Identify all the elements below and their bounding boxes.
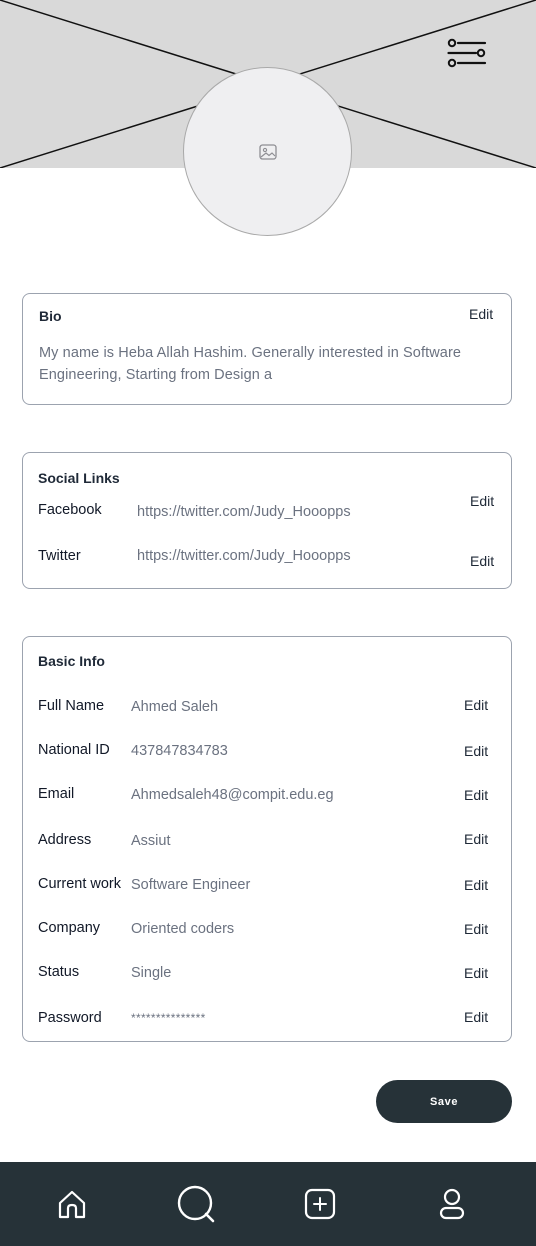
- social-links-title: Social Links: [38, 470, 120, 486]
- add-icon: [303, 1187, 337, 1221]
- basic-value-status: Single: [131, 965, 172, 981]
- basic-label-email: Email: [38, 786, 75, 802]
- save-button[interactable]: Save: [376, 1080, 512, 1123]
- nav-add[interactable]: [300, 1184, 340, 1224]
- basic-label-company: Company: [38, 920, 101, 936]
- bio-card: [22, 293, 512, 405]
- social-label-facebook: Facebook: [38, 502, 102, 518]
- nav-search[interactable]: [176, 1184, 216, 1224]
- basic-edit-current-work[interactable]: Edit: [464, 877, 489, 893]
- basic-edit-email[interactable]: Edit: [464, 787, 489, 803]
- search-icon: [176, 1184, 216, 1224]
- basic-label-address: Address: [38, 832, 92, 848]
- filter-settings-button[interactable]: [444, 36, 490, 70]
- bio-title: Bio: [39, 308, 62, 324]
- basic-value-national-id: 437847834783: [131, 743, 228, 759]
- basic-label-national-id: National ID: [38, 742, 110, 758]
- basic-label-current-work: Current work: [38, 876, 121, 892]
- basic-value-password: ***************: [131, 1011, 206, 1025]
- social-edit-twitter[interactable]: Edit: [470, 553, 495, 569]
- nav-profile[interactable]: [432, 1184, 472, 1224]
- basic-value-address: Assiut: [131, 833, 171, 849]
- basic-info-title: Basic Info: [38, 653, 105, 669]
- basic-label-password: Password: [38, 1010, 102, 1026]
- basic-value-email: Ahmedsaleh48@compit.edu.eg: [131, 787, 334, 803]
- image-placeholder-icon: [259, 144, 277, 160]
- bio-edit-button[interactable]: Edit: [469, 306, 494, 322]
- social-links-card: [22, 452, 512, 589]
- profile-avatar[interactable]: [183, 67, 352, 236]
- basic-value-current-work: Software Engineer: [131, 877, 251, 893]
- social-value-facebook: https://twitter.com/Judy_Hooopps: [137, 504, 351, 520]
- basic-info-card: [22, 636, 512, 1042]
- bottom-navigation-bar: [0, 1162, 536, 1246]
- social-value-twitter: https://twitter.com/Judy_Hooopps: [137, 548, 351, 564]
- basic-edit-address[interactable]: Edit: [464, 831, 489, 847]
- bio-text: My name is Heba Allah Hashim. Generally interested in Software Engineering, Starting from Design a: [39, 345, 462, 383]
- basic-edit-company[interactable]: Edit: [464, 921, 489, 937]
- basic-edit-full-name[interactable]: Edit: [464, 697, 489, 713]
- basic-value-company: Oriented coders: [131, 921, 235, 937]
- basic-edit-password[interactable]: Edit: [464, 1009, 489, 1025]
- basic-value-full-name: Ahmed Saleh: [131, 699, 219, 715]
- basic-edit-status[interactable]: Edit: [464, 965, 489, 981]
- basic-label-full-name: Full Name: [38, 698, 105, 714]
- home-icon: [55, 1187, 89, 1221]
- social-label-twitter: Twitter: [38, 548, 81, 564]
- profile-icon: [435, 1187, 469, 1221]
- social-edit-facebook[interactable]: Edit: [470, 493, 495, 509]
- basic-label-status: Status: [38, 964, 80, 980]
- nav-home[interactable]: [52, 1184, 92, 1224]
- filter-settings-icon: [444, 36, 490, 70]
- basic-edit-national-id[interactable]: Edit: [464, 743, 489, 759]
